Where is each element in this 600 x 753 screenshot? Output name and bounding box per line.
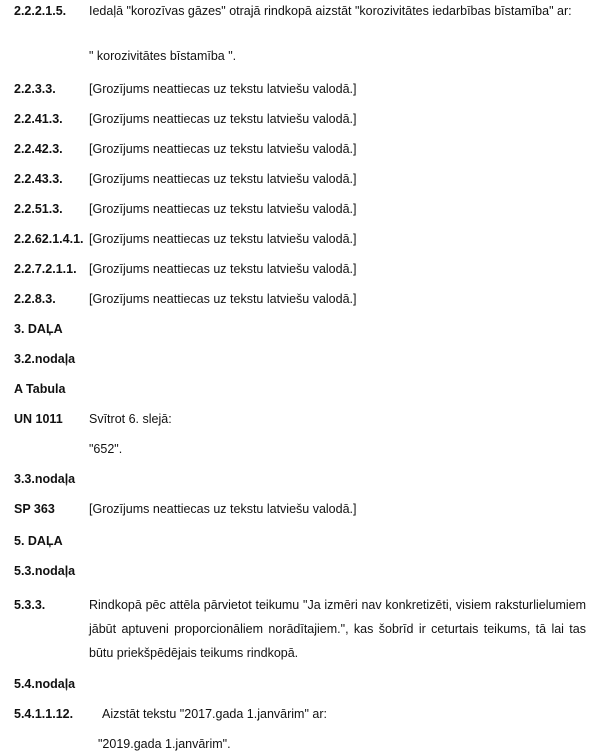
item-text: [Grozījums neattiecas uz tekstu latviešu valodā.] — [89, 82, 357, 96]
chapter-heading: 5.4.nodaļa — [14, 677, 76, 691]
item-text: [Grozījums neattiecas uz tekstu latviešu valodā.] — [89, 142, 357, 156]
item-number: 5.3.3. — [14, 598, 46, 612]
item-text: [Grozījums neattiecas uz tekstu latviešu valodā.] — [89, 202, 357, 216]
part-heading: 5. DAĻA — [14, 534, 63, 548]
part-heading: 3. DAĻA — [14, 322, 63, 336]
un-number: UN 1011 — [14, 412, 63, 426]
item-text: [Grozījums neattiecas uz tekstu latviešu valodā.] — [89, 112, 357, 126]
un-value: "652". — [89, 442, 123, 456]
item-text: [Grozījums neattiecas uz tekstu latviešu valodā.] — [89, 232, 357, 246]
un-entry — [14, 410, 586, 460]
sp-text: [Grozījums neattiecas uz tekstu latviešu valodā.] — [89, 502, 357, 516]
item-text: [Grozījums neattiecas uz tekstu latviešu valodā.] — [89, 292, 357, 306]
item-text: Rindkopā pēc attēla pārvietot teikumu "Ja izmēri nav konkretizēti, visiem raksturlielumiem jābūt aptuveni proporcionāliem norādītajiem.", kas šobrīd ir ceturtais teikums, tā lai tas būtu priekšpēdējais teikums rindkopā. — [89, 598, 586, 660]
un-instruction: Svītrot 6. slejā: — [89, 412, 172, 426]
chapter-heading: 3.3.nodaļa — [14, 472, 76, 486]
item-number: 5.4.1.1.12. — [14, 707, 74, 721]
item-text: Aizstāt tekstu "2017.gada 1.janvārim" ar: — [102, 707, 327, 721]
table-heading: A Tabula — [14, 382, 66, 396]
item-replacement-text: " korozivitātes bīstamība ". — [89, 49, 237, 63]
item-number: 2.2.43.3. — [14, 172, 63, 186]
item-text: Iedaļā "korozīvas gāzes" otrajā rindkopā aizstāt "korozivitātes iedarbības bīstamība" ar: — [89, 4, 572, 18]
item-text: [Grozījums neattiecas uz tekstu latviešu valodā.] — [89, 262, 357, 276]
item-number: 2.2.3.3. — [14, 82, 56, 96]
amendment-item — [14, 2, 586, 62]
amendment-item — [14, 705, 586, 751]
item-replacement-text: "2019.gada 1.janvārim". — [98, 737, 231, 751]
item-number: 2.2.42.3. — [14, 142, 63, 156]
item-number: 2.2.51.3. — [14, 202, 63, 216]
item-number: 2.2.7.2.1.1. — [14, 262, 77, 276]
item-number: 2.2.62.1.4.1. — [14, 232, 84, 246]
chapter-heading: 3.2.nodaļa — [14, 352, 76, 366]
item-number: 2.2.41.3. — [14, 112, 63, 126]
chapter-heading: 5.3.nodaļa — [14, 564, 76, 578]
item-text: [Grozījums neattiecas uz tekstu latviešu valodā.] — [89, 172, 357, 186]
sp-number: SP 363 — [14, 502, 55, 516]
item-number: 2.2.2.1.5. — [14, 4, 67, 18]
item-number: 2.2.8.3. — [14, 292, 56, 306]
